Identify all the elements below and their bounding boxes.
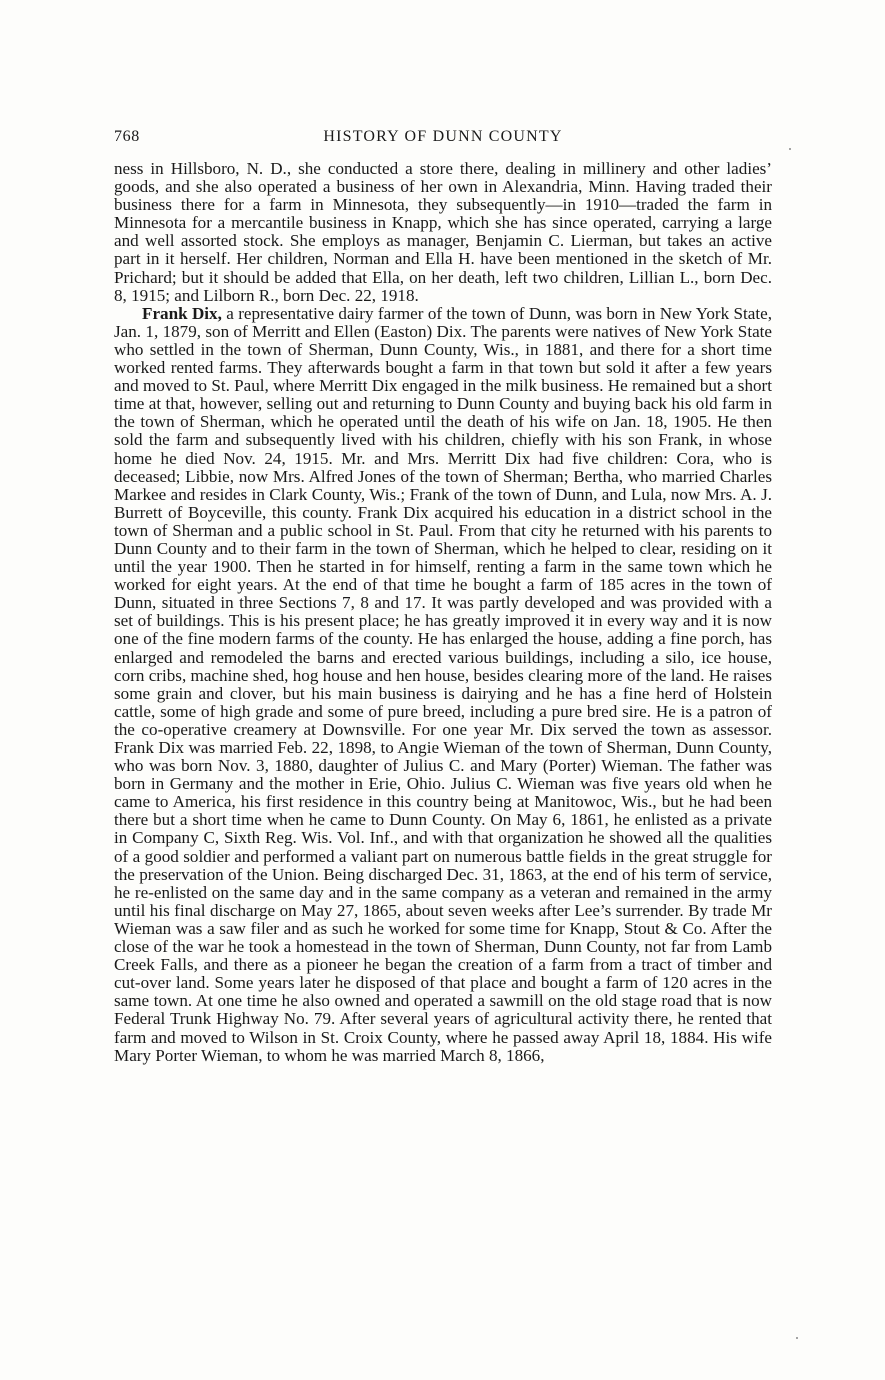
running-title: HISTORY OF DUNN COUNTY — [323, 128, 563, 145]
scan-speck — [796, 1337, 798, 1339]
body-text — [114, 160, 772, 1065]
paragraph-continuation — [114, 160, 772, 305]
scan-speck — [789, 148, 791, 150]
paragraph-text: ness in Hillsboro, N. D., she conducted a store there, dealing in millinery and other ladies’ goods, and she also operated a business of her own in Alexandria, Minn. Having traded their business there for a farm in Minnesota, they subsequently—in 1910—traded the farm in Minnesota for a mercantile business in Knapp, which she has since operated, carrying a large and well assorted stock. She employs as manager, Benjamin C. Lierman, but takes an active part in it herself. Her children, Norman and Ella H. have been mentioned in the sketch of Mr. Prichard; but it should be added that Ella, on her death, left two children, Lillian L., born Dec. 8, 1915; and Lilborn R., born Dec. 22, 1918. — [114, 159, 772, 305]
bold-lead-name: Frank Dix, — [142, 303, 222, 323]
paragraph-frank-dix — [114, 305, 772, 1065]
paragraph-text: a representative dairy farmer of the town of Dunn, was born in New York State, Jan. 1, 1879, son of Merritt and Ellen (Easton) Dix. The parents were natives of New York State who settled in the town of Sherman, Dunn County, Wis., in 1881, and there for a short time worked rented farms. They afterwards bought a farm in that town but sold it after a few years and moved to St. Paul, where Merritt Dix engaged in the milk business. He remained but a short time at that, however, selling out and returning to Dunn County and buying back his old farm in the town of Sherman, which he operated until the death of his wife on Jan. 18, 1905. He then sold the farm and subsequently lived with his children, chiefly with his son Frank, in whose home he died Nov. 24, 1915. Mr. and Mrs. Merritt Dix had five children: Cora, who is deceased; Libbie, now Mrs. Alfred Jones of the town of Sherman; Bertha, who married Charles Markee and resides in Clark County, Wis.; Frank of the town of Dunn, and Lula, now Mrs. A. J. Burrett of Boyceville, this county. Frank Dix acquired his education in a district school in the town of Sherman and a public school in St. Paul. From that city he returned with his parents to Dunn County and to their farm in the town of Sherman, which he helped to clear, residing on it until the year 1900. Then he started in for himself, renting a farm in the same town which he worked for eight years. At the end of that time he bought a farm of 185 acres in the town of Dunn, situated in three Sections 7, 8 and 17. It was partly developed and was provided with a set of buildings. This is his present place; he has greatly improved it in every way and it is now one of the fine modern farms of the county. He has enlarged the house, adding a fine porch, has enlarged and remodeled the barns and erected various buildings, including a silo, ice house, corn cribs, machine shed, hog house and hen house, besides clearing more of the land. He raises some grain and clover, but his main business is dairying and he has a fine herd of Holstein cattle, some of high grade and some of pure breed, including a pure bred sire. He is a patron of the co-operative creamery at Downsville. For one year Mr. Dix served the town as assessor. Frank Dix was married Feb. 22, 1898, to Angie Wieman of the town of Sherman, Dunn County, who was born Nov. 3, 1880, daughter of Julius C. and Mary (Porter) Wieman. The father was born in Germany and the mother in Erie, Ohio. Julius C. Wieman was five years old when he came to America, his first residence in this country being at Manitowoc, Wis., but he had been there but a short time when he came to Dunn County. On May 6, 1861, he enlisted as a private in Company C, Sixth Reg. Wis. Vol. Inf., and with that organization he showed all the qualities of a good soldier and performed a valiant part on numerous battle fields in the great struggle for the preservation of the Union. Being discharged Dec. 31, 1863, at the end of his term of service, he re-enlisted on the same day and in the same company as a veteran and remained in the army until his final discharge on May 27, 1865, about seven weeks after Lee’s surrender. By trade Mr Wieman was a saw filer and as such he worked for some time for Knapp, Stout & Co. After the close of the war he took a homestead in the town of Sherman, Dunn County, not far from Lamb Creek Falls, and there as a pioneer he began the creation of a farm from a tract of timber and cut-over land. Some years later he disposed of that place and bought a farm of 120 acres in the same town. At one time he also owned and operated a sawmill on the old stage road that is now Federal Trunk Highway No. 79. After several years of agricultural activity there, he rented that farm and moved to Wilson in St. Croix County, where he passed away April 18, 1884. His wife Mary Porter Wieman, to whom he was married March 8, 1866, — [114, 303, 772, 1065]
running-head — [114, 128, 772, 150]
page-number: 768 — [114, 128, 140, 145]
